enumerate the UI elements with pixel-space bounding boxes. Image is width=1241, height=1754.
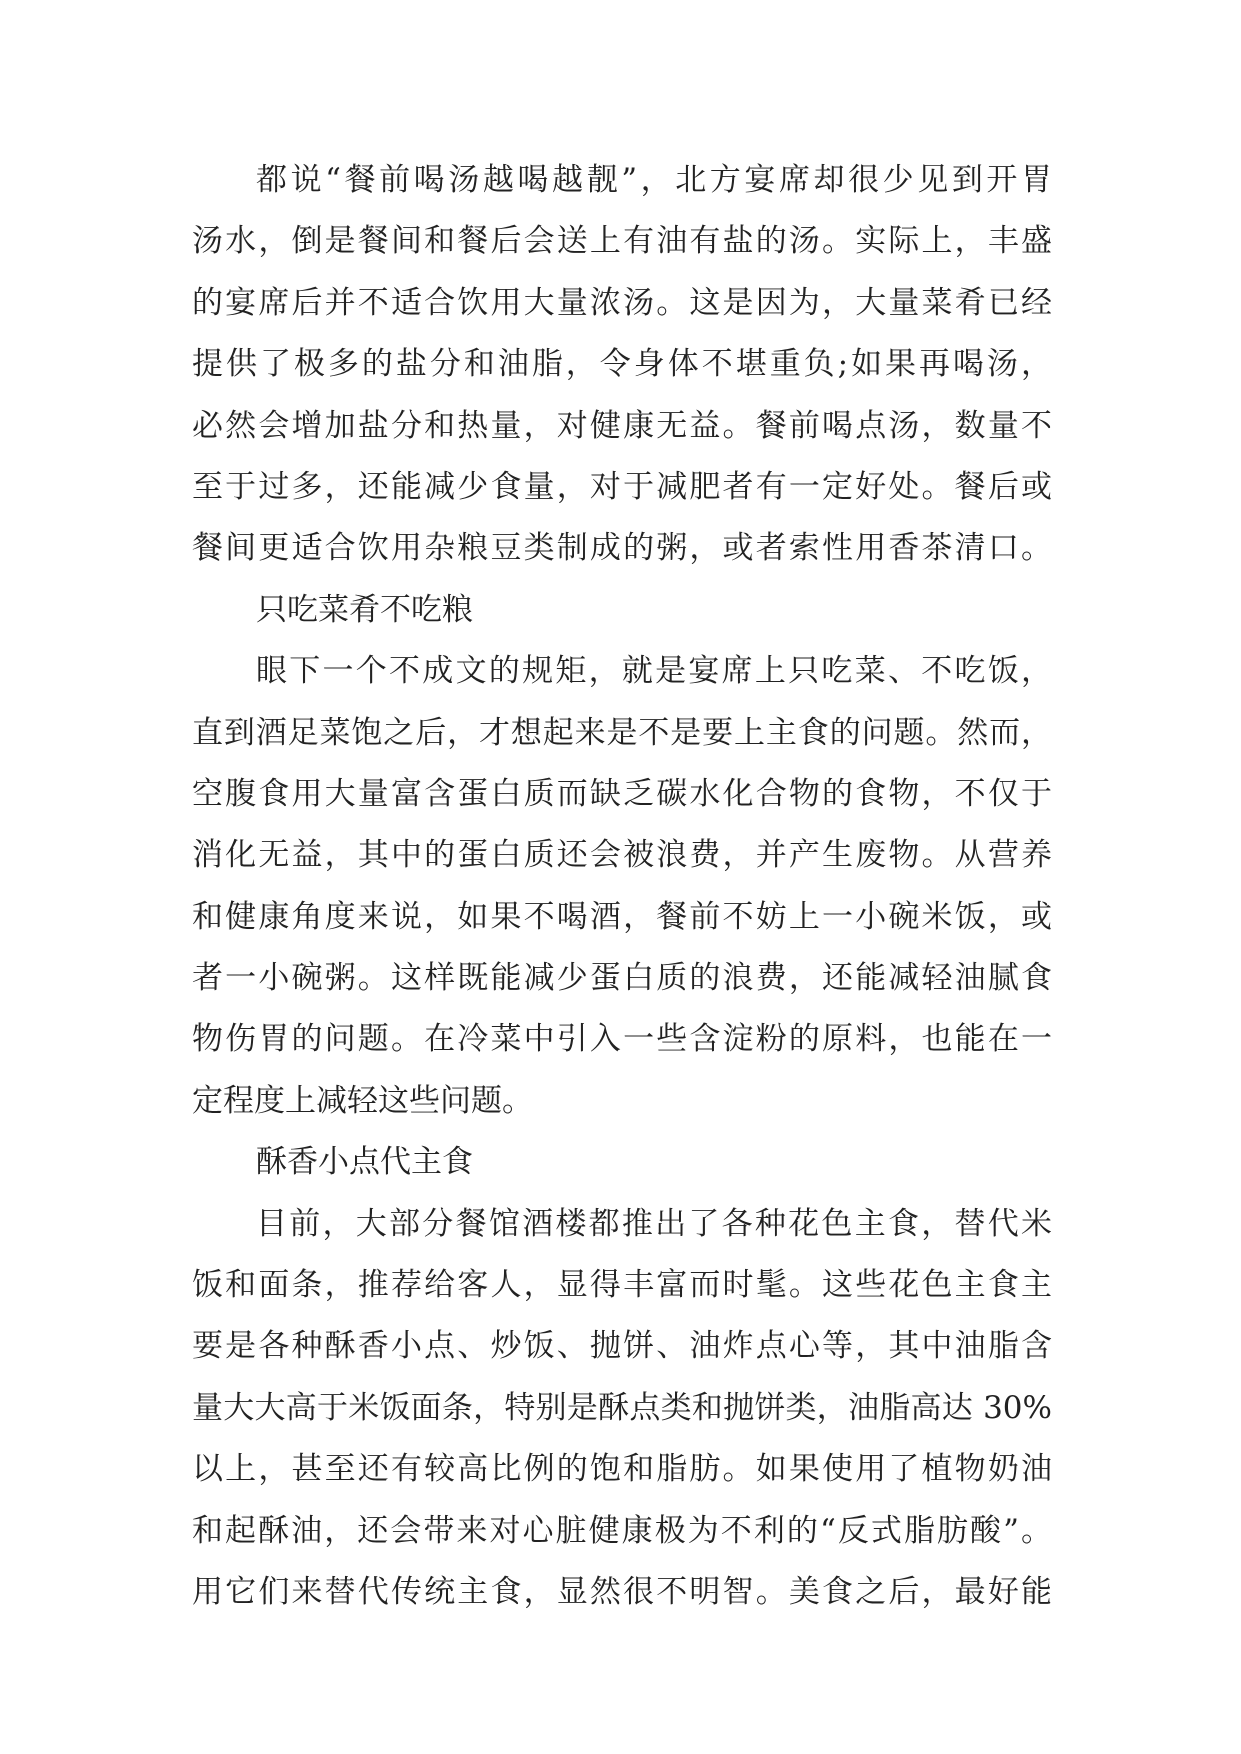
section-heading: 酥香小点代主食: [256, 1144, 473, 1181]
text-line: 要是各种酥香小点、炒饭、抛饼、油炸点心等，其中油脂含: [192, 1328, 1052, 1365]
text-line: 以上，甚至还有较高比例的饱和脂肪。如果使用了植物奶油: [192, 1451, 1052, 1488]
text-line: 消化无益，其中的蛋白质还会被浪费，并产生废物。从营养: [192, 837, 1052, 874]
text-line: 和起酥油，还会带来对心脏健康极为不利的“反式脂肪酸”。: [192, 1512, 1052, 1549]
text-line: 空腹食用大量富含蛋白质而缺乏碳水化合物的食物，不仅于: [192, 775, 1052, 812]
text-line: 汤水，倒是餐间和餐后会送上有油有盐的汤。实际上，丰盛: [192, 223, 1052, 260]
text-line: 者一小碗粥。这样既能减少蛋白质的浪费，还能减轻油腻食: [192, 960, 1052, 997]
text-line: 直到酒足菜饱之后，才想起来是不是要上主食的问题。然而，: [192, 714, 1052, 751]
text-line: 目前，大部分餐馆酒楼都推出了各种花色主食，替代米: [256, 1205, 1052, 1242]
text-line: 眼下一个不成文的规矩，就是宴席上只吃菜、不吃饭，: [256, 653, 1052, 690]
article-body: [192, 150, 1052, 1623]
section-heading: 只吃菜肴不吃粮: [256, 591, 473, 628]
text-line: 的宴席后并不适合饮用大量浓汤。这是因为，大量菜肴已经: [192, 284, 1052, 321]
text-line: 物伤胃的问题。在冷菜中引入一些含淀粉的原料，也能在一: [192, 1021, 1052, 1058]
text-line: 提供了极多的盐分和油脂，令身体不堪重负;如果再喝汤，: [192, 346, 1052, 383]
text-line: 和健康角度来说，如果不喝酒，餐前不妨上一小碗米饭，或: [192, 898, 1052, 935]
text-line: 饭和面条，推荐给客人，显得丰富而时髦。这些花色主食主: [192, 1267, 1052, 1304]
text-line: 定程度上减轻这些问题。: [192, 1082, 533, 1119]
text-line: 量大大高于米饭面条，特别是酥点类和抛饼类，油脂高达 30%: [192, 1389, 1052, 1426]
text-line: 必然会增加盐分和热量，对健康无益。餐前喝点汤，数量不: [192, 407, 1052, 444]
text-line: 至于过多，还能减少食量，对于减肥者有一定好处。餐后或: [192, 468, 1052, 505]
text-line: 用它们来替代传统主食，显然很不明智。美食之后，最好能: [192, 1573, 1052, 1610]
text-line: 餐间更适合饮用杂粮豆类制成的粥，或者索性用香茶清口。: [192, 530, 1052, 567]
text-line: 都说“餐前喝汤越喝越靓”，北方宴席却很少见到开胃: [256, 162, 1052, 198]
